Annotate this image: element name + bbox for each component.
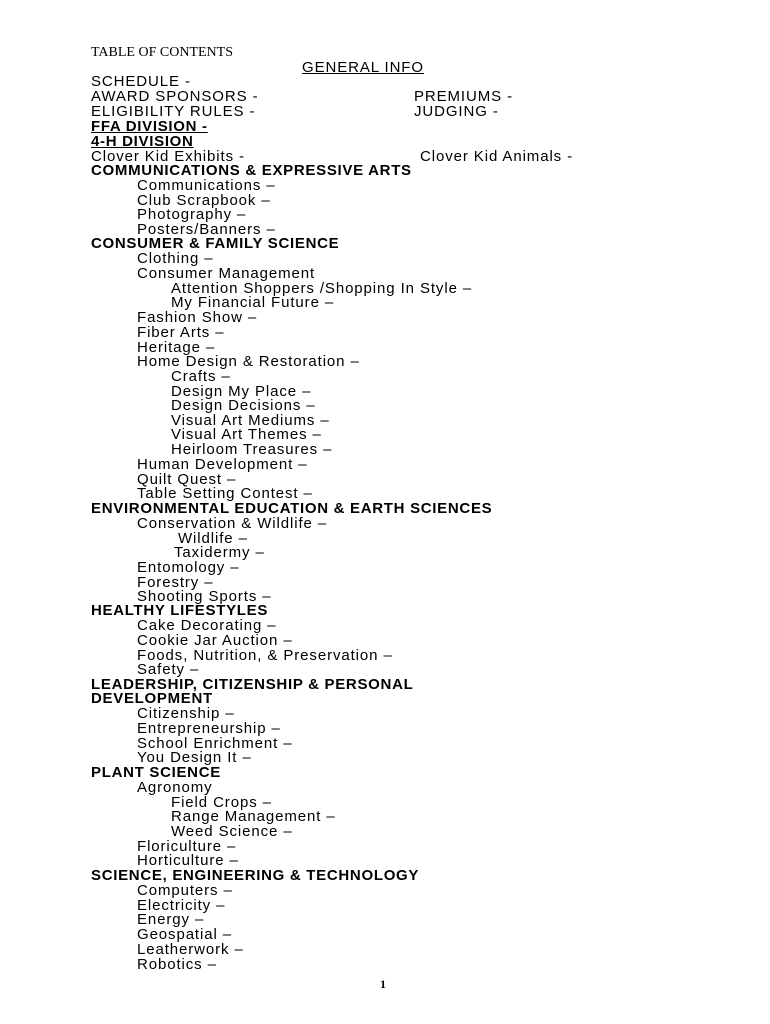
toc-entry-award-sponsors: AWARD SPONSORS - — [91, 88, 259, 105]
toc-subentry: Range Management – — [171, 808, 336, 825]
toc-subentry: Crafts – — [171, 368, 231, 385]
toc-entry: Consumer Management — [137, 265, 316, 282]
toc-entry: Table Setting Contest – — [137, 485, 313, 502]
toc-entry: Energy – — [137, 911, 205, 928]
toc-subentry: My Financial Future – — [171, 294, 335, 311]
toc-entry: Geospatial – — [137, 926, 233, 943]
toc-entry-clover-kid-exhibits: Clover Kid Exhibits - — [91, 148, 245, 165]
toc-entry: Shooting Sports – — [137, 588, 272, 605]
toc-title: TABLE OF CONTENTS — [91, 45, 233, 60]
section-heading-leadership: LEADERSHIP, CITIZENSHIP & PERSONAL — [91, 676, 414, 693]
toc-entry: Floriculture – — [137, 838, 237, 855]
4h-division-heading: 4-H DIVISION — [91, 133, 194, 150]
toc-subentry: Visual Art Mediums – — [171, 412, 330, 429]
toc-entry: Forestry – — [137, 574, 214, 591]
toc-subentry: Taxidermy – — [174, 544, 265, 561]
toc-entry: Robotics – — [137, 956, 217, 973]
toc-subentry: Weed Science – — [171, 823, 293, 840]
toc-entry: Agronomy — [137, 779, 213, 796]
section-heading-science: SCIENCE, ENGINEERING & TECHNOLOGY — [91, 867, 420, 884]
toc-entry: Electricity – — [137, 897, 226, 914]
toc-subentry: Visual Art Themes – — [171, 426, 322, 443]
toc-subentry: Heirloom Treasures – — [171, 441, 333, 458]
toc-entry: You Design It – — [137, 749, 252, 766]
toc-entry: Photography – — [137, 206, 247, 223]
toc-entry: Entomology – — [137, 559, 240, 576]
toc-entry: Horticulture – — [137, 852, 239, 869]
page-number: 1 — [380, 977, 386, 991]
toc-entry: Cookie Jar Auction – — [137, 632, 293, 649]
toc-entry: Home Design & Restoration – — [137, 353, 360, 370]
toc-entry: Computers – — [137, 882, 233, 899]
toc-entry: Leatherwork – — [137, 941, 244, 958]
toc-entry: Cake Decorating – — [137, 617, 277, 634]
toc-entry-premiums: PREMIUMS - — [414, 88, 513, 105]
toc-entry: Heritage – — [137, 339, 216, 356]
toc-entry: Human Development – — [137, 456, 308, 473]
section-heading-leadership-line2: DEVELOPMENT — [91, 690, 213, 707]
section-heading-plant: PLANT SCIENCE — [91, 764, 221, 781]
section-heading-environmental: ENVIRONMENTAL EDUCATION & EARTH SCIENCES — [91, 500, 493, 517]
toc-entry: Fiber Arts – — [137, 324, 225, 341]
toc-subentry: Attention Shoppers /Shopping In Style – — [171, 280, 473, 297]
toc-entry: Quilt Quest – — [137, 471, 237, 488]
toc-subentry: Design Decisions – — [171, 397, 316, 414]
toc-subentry: Field Crops – — [171, 794, 272, 811]
toc-entry: Citizenship – — [137, 705, 235, 722]
ffa-division-heading: FFA DIVISION - — [91, 118, 208, 135]
section-heading-communications: COMMUNICATIONS & EXPRESSIVE ARTS — [91, 162, 412, 179]
toc-entry: Fashion Show – — [137, 309, 258, 326]
section-heading-consumer: CONSUMER & FAMILY SCIENCE — [91, 235, 340, 252]
toc-entry: Conservation & Wildlife – — [137, 515, 328, 532]
toc-entry: Safety – — [137, 661, 200, 678]
general-info-heading: GENERAL INFO — [302, 59, 424, 76]
toc-entry: Communications – — [137, 177, 276, 194]
toc-entry-schedule: SCHEDULE - — [91, 73, 191, 90]
toc-entry: Posters/Banners – — [137, 221, 276, 238]
toc-entry: Club Scrapbook – — [137, 192, 271, 209]
toc-entry-judging: JUDGING - — [414, 103, 499, 120]
toc-subentry: Wildlife – — [178, 530, 248, 547]
toc-entry: Foods, Nutrition, & Preservation – — [137, 647, 393, 664]
toc-entry: School Enrichment – — [137, 735, 293, 752]
section-heading-healthy: HEALTHY LIFESTYLES — [91, 602, 269, 619]
toc-entry-eligibility-rules: ELIGIBILITY RULES - — [91, 103, 256, 120]
toc-subentry: Design My Place – — [171, 383, 312, 400]
toc-entry: Clothing – — [137, 250, 214, 267]
toc-entry-clover-kid-animals: Clover Kid Animals - — [420, 148, 574, 165]
toc-entry: Entrepreneurship – — [137, 720, 281, 737]
